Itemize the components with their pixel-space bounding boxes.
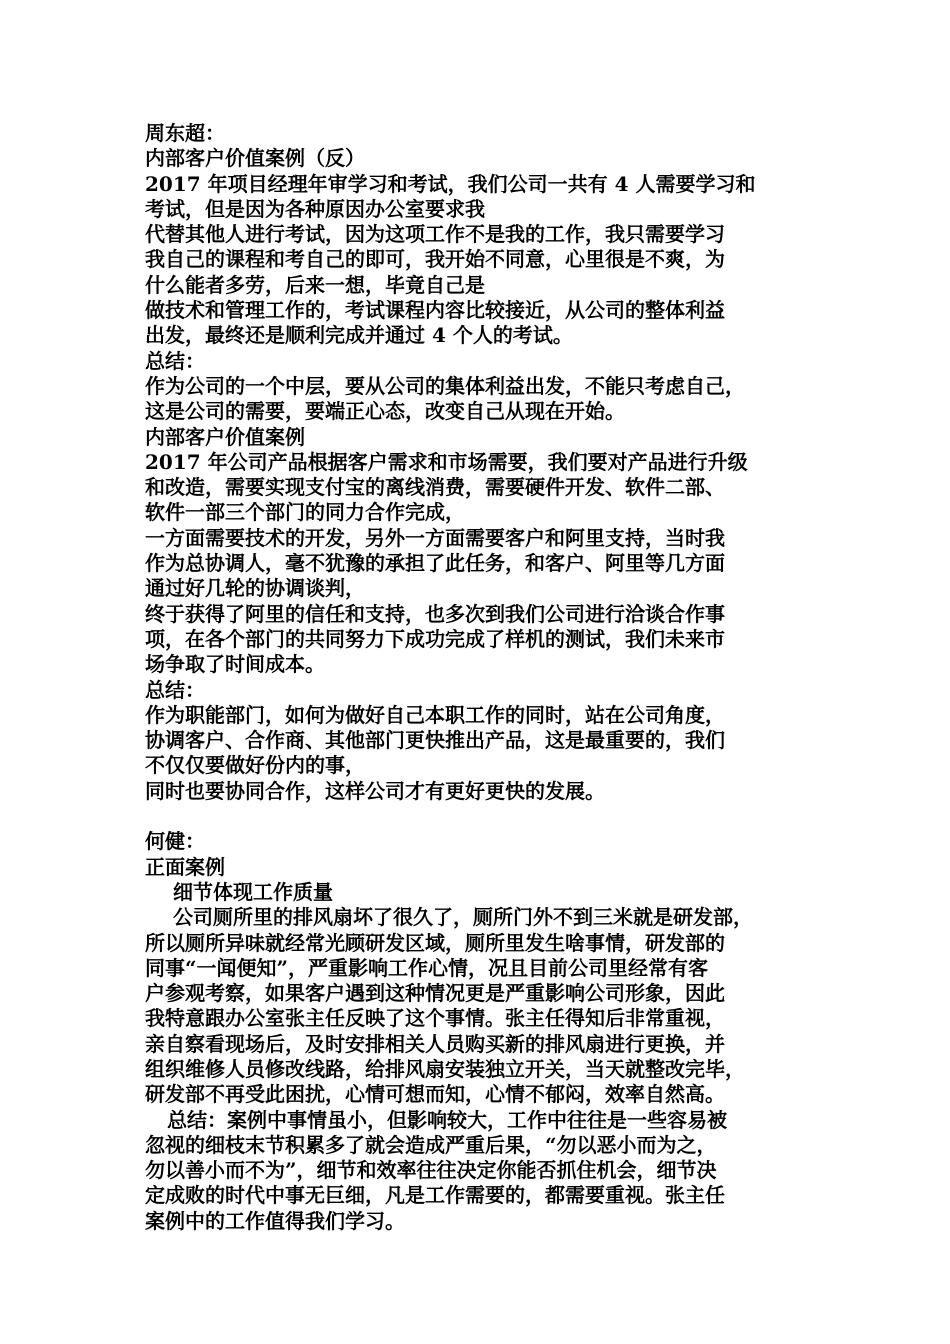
summary-label: 总结： <box>145 348 205 373</box>
spacer <box>145 804 815 829</box>
case-title: 细节体现工作质量 <box>173 879 333 904</box>
case-type: 正面案例 <box>145 854 225 879</box>
paragraph-line: 通过好几轮的协调谈判， <box>145 576 365 601</box>
paragraph-line: 2017 年项目经理年审学习和考试，我们公司一共有 4 人需要学习和 <box>145 171 756 196</box>
author-name: 何健： <box>145 829 205 854</box>
paragraph-line: 软件一部三个部门的同力合作完成， <box>145 500 465 525</box>
paragraph-line: 不仅仅要做好份内的事， <box>145 753 365 778</box>
paragraph-line: 2017 年公司产品根据客户需求和市场需要，我们要对产品进行升级 <box>145 449 748 474</box>
paragraph-line: 和改造，需要实现支付宝的离线消费，需要硬件开发、软件二部、 <box>145 475 725 500</box>
paragraph-line: 什么能者多劳，后来一想，毕竟自己是 <box>145 272 485 297</box>
paragraph-line: 同事“一闻便知”，严重影响工作心情，况且目前公司里经常有客 <box>145 955 709 980</box>
paragraph-line: 这是公司的需要，要端正心态，改变自己从现在开始。 <box>145 399 625 424</box>
paragraph-line: 做技术和管理工作的，考试课程内容比较接近，从公司的整体利益 <box>145 298 725 323</box>
paragraph-line: 我自己的课程和考自己的即可，我开始不同意，心里很是不爽，为 <box>145 247 725 272</box>
paragraph-line: 忽视的细枝末节积累多了就会造成严重后果，“勿以恶小而为之， <box>145 1132 717 1157</box>
document-body <box>145 121 815 1234</box>
paragraph-line: 研发部不再受此困扰，心情可想而知，心情不郁闷，效率自然高。 <box>145 1082 725 1107</box>
paragraph-line: 公司厕所里的排风扇坏了很久了，厕所门外不到三米就是研发部， <box>173 905 753 930</box>
paragraph-line: 代替其他人进行考试，因为这项工作不是我的工作，我只需要学习 <box>145 222 725 247</box>
paragraph-line: 出发，最终还是顺利完成并通过 4 个人的考试。 <box>145 323 573 348</box>
paragraph-line: 案例中的工作值得我们学习。 <box>145 1208 405 1233</box>
summary-line: 总结：案例中事情虽小，但影响较大，工作中往往是一些容易被 <box>167 1107 727 1132</box>
paragraph-line: 作为公司的一个中层，要从公司的集体利益出发，不能只考虑自己， <box>145 373 745 398</box>
paragraph-line: 同时也要协同合作，这样公司才有更好更快的发展。 <box>145 778 605 803</box>
paragraph-line: 终于获得了阿里的信任和支持，也多次到我们公司进行洽谈合作事 <box>145 601 725 626</box>
paragraph-line: 组织维修人员修改线路，给排风扇安装独立开关，当天就整改完毕， <box>145 1056 745 1081</box>
paragraph-line: 定成败的时代中事无巨细，凡是工作需要的，都需要重视。张主任 <box>145 1183 725 1208</box>
paragraph-line: 作为职能部门，如何为做好自己本职工作的同时，站在公司角度， <box>145 702 725 727</box>
paragraph-line: 项，在各个部门的共同努力下成功完成了样机的测试，我们未来市 <box>145 626 725 651</box>
paragraph-line: 考试，但是因为各种原因办公室要求我 <box>145 196 485 221</box>
paragraph-line: 协调客户、合作商、其他部门更快推出产品，这是最重要的，我们 <box>145 728 725 753</box>
paragraph-line: 户参观考察，如果客户遇到这种情况更是严重影响公司形象，因此 <box>145 981 725 1006</box>
author-name: 周东超： <box>145 121 225 145</box>
paragraph-line: 我特意跟办公室张主任反映了这个事情。张主任得知后非常重视， <box>145 1006 725 1031</box>
paragraph-line: 所以厕所异味就经常光顾研发区域，厕所里发生啥事情，研发部的 <box>145 930 725 955</box>
summary-label: 总结： <box>145 677 205 702</box>
case-title: 内部客户价值案例（反） <box>145 146 365 171</box>
paragraph-line: 亲自察看现场后，及时安排相关人员购买新的排风扇进行更换，并 <box>145 1031 725 1056</box>
paragraph-line: 勿以善小而不为”，细节和效率往往决定你能否抓住机会，细节决 <box>145 1158 717 1183</box>
paragraph-line: 场争取了时间成本。 <box>145 652 325 677</box>
case-title: 内部客户价值案例 <box>145 424 305 449</box>
paragraph-line: 一方面需要技术的开发，另外一方面需要客户和阿里支持，当时我 <box>145 525 725 550</box>
paragraph-line: 作为总协调人，毫不犹豫的承担了此任务，和客户、阿里等几方面 <box>145 551 725 576</box>
